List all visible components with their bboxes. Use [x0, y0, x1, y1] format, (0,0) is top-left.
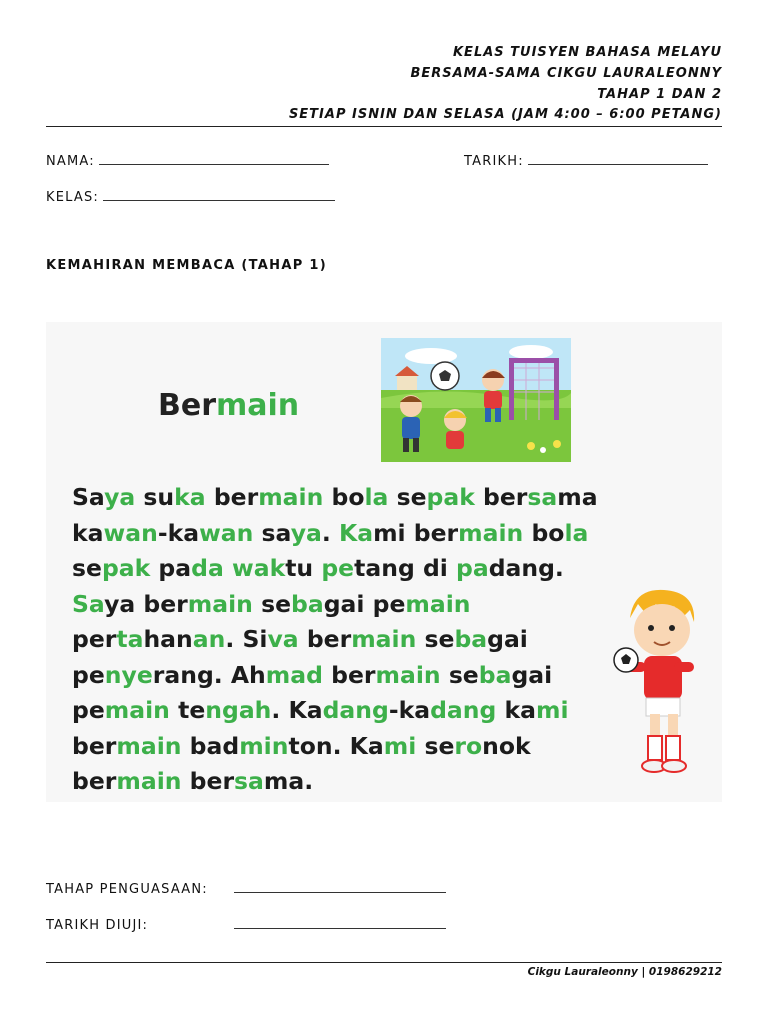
story-segment: pe	[72, 660, 105, 689]
story-segment: main	[116, 767, 182, 795]
story-segment: ber	[72, 731, 117, 760]
story-segment: gai	[487, 625, 528, 653]
story-segment: ba	[291, 589, 324, 618]
story-segment: pak	[101, 554, 151, 582]
header-divider	[46, 126, 722, 127]
story-line	[72, 764, 598, 800]
story-segment: mi ber	[373, 518, 459, 547]
story-segment: se	[440, 660, 479, 689]
story-segment: main	[104, 696, 170, 724]
story-segment: an	[192, 625, 226, 653]
story-segment: ber	[72, 767, 117, 795]
story-line	[72, 658, 598, 694]
story-text	[72, 480, 598, 800]
story-segment: main	[405, 589, 471, 618]
story-segment: su	[135, 483, 175, 511]
story-line	[72, 480, 598, 516]
story-segment: . Si	[225, 625, 268, 653]
story-segment: main	[187, 589, 253, 618]
story-line	[72, 587, 598, 623]
story-segment	[224, 554, 232, 582]
story-segment: bad	[181, 731, 240, 760]
story-segment: se	[252, 589, 292, 618]
story-segment: sa	[527, 483, 558, 511]
story-line	[72, 693, 598, 729]
story-segment: sa	[234, 767, 264, 795]
story-segment: se	[72, 554, 102, 582]
header-line-2: BERSAMA-SAMA CIKGU LAURALEONNY	[410, 66, 722, 81]
nama-blank[interactable]	[99, 152, 329, 165]
story-line	[72, 729, 598, 765]
story-segment: main	[116, 731, 182, 760]
story-segment: mad	[265, 660, 323, 689]
tarikh-field	[464, 152, 708, 169]
tahap-penguasaan-label: TAHAP PENGUASAAN:	[46, 882, 208, 897]
story-segment: dang	[430, 696, 497, 724]
story-line	[72, 551, 598, 587]
header-line-4: SETIAP ISNIN DAN SELASA (JAM 4:00 – 6:00 PETANG)	[288, 107, 722, 122]
story-segment: ro	[454, 731, 483, 760]
title-segment: Ber	[158, 388, 217, 423]
story-segment: bo	[523, 518, 565, 547]
story-segment: se	[416, 625, 455, 653]
title-segment: main	[216, 388, 300, 423]
kelas-label: KELAS:	[46, 190, 100, 205]
story-segment: va	[267, 625, 299, 653]
story-segment: main	[258, 483, 324, 511]
story-segment: te	[169, 696, 206, 724]
story-segment: min	[239, 731, 289, 760]
nama-label: NAMA:	[46, 154, 95, 169]
story-segment: ma	[557, 483, 598, 511]
story-segment: han	[143, 625, 193, 653]
story-segment: la	[364, 483, 389, 511]
footer-credit: Cikgu Lauraleonny | 0198629212	[527, 966, 722, 978]
tahap-penguasaan-field	[46, 880, 446, 897]
story-segment: rang. Ah	[152, 660, 266, 689]
story-segment: tang di	[354, 554, 457, 582]
tarikh-label: TARIKH:	[464, 154, 524, 169]
story-segment: gai	[511, 660, 553, 689]
story-segment: ton. Ka	[288, 731, 384, 760]
kelas-field	[46, 188, 335, 205]
children-playing-football-picture	[381, 338, 571, 462]
story-segment: pa	[456, 554, 489, 582]
story-segment: ber	[205, 483, 259, 511]
story-segment: Ka	[338, 518, 374, 547]
story-segment: . Ka	[271, 696, 323, 724]
story-segment: wan	[199, 518, 254, 547]
story-segment: tu	[285, 554, 322, 582]
story-segment: dang	[322, 696, 389, 724]
story-segment: ta	[116, 625, 144, 653]
story-segment: pe	[72, 696, 105, 724]
story-line	[72, 516, 598, 552]
boy-kicking-ball-picture	[612, 584, 712, 784]
kelas-blank[interactable]	[103, 188, 335, 201]
story-segment: pe	[321, 554, 355, 582]
header-line-3: TAHAP 1 DAN 2	[597, 87, 722, 102]
story-segment: -ka	[157, 518, 200, 547]
story-segment: ya ber	[104, 589, 188, 618]
story-segment: Sa	[72, 589, 105, 618]
tarikh-blank[interactable]	[528, 152, 708, 165]
story-segment: main	[375, 660, 441, 689]
story-segment: bo	[323, 483, 365, 511]
story-line	[72, 622, 598, 658]
story-segment: pa	[150, 554, 192, 582]
story-segment: ka	[496, 696, 536, 724]
story-segment: mi	[383, 731, 417, 760]
header-line-1: KELAS TUISYEN BAHASA MELAYU	[452, 45, 722, 60]
story-segment: dang.	[488, 554, 564, 582]
story-segment: ber	[322, 660, 376, 689]
nama-field	[46, 152, 329, 169]
story-segment: sa	[253, 518, 291, 547]
story-segment: la	[564, 518, 589, 547]
story-segment: main	[351, 625, 417, 653]
story-segment: ka	[72, 518, 104, 547]
story-segment: nye	[104, 660, 153, 689]
story-segment: se	[416, 731, 455, 760]
story-segment: da	[191, 554, 224, 582]
tarikh-diuji-field	[46, 916, 446, 933]
story-segment: .	[321, 518, 339, 547]
story-segment: nok	[482, 731, 531, 760]
story-segment: ka	[174, 483, 206, 511]
reading-panel	[46, 322, 722, 802]
story-segment: se	[388, 483, 427, 511]
footer-divider	[46, 962, 722, 963]
story-segment: ngah	[205, 696, 272, 724]
story-segment: ya	[104, 483, 136, 511]
story-segment: Sa	[72, 483, 105, 511]
story-segment: ba	[478, 660, 512, 689]
tahap-penguasaan-blank[interactable]	[234, 880, 446, 893]
story-segment: ba	[454, 625, 488, 653]
story-segment: gai pe	[323, 589, 406, 618]
story-segment: -ka	[388, 696, 431, 724]
story-segment: ber	[181, 767, 235, 795]
story-segment: per	[72, 625, 117, 653]
story-segment: ber	[474, 483, 528, 511]
story-segment: ber	[298, 625, 352, 653]
story-segment: ma.	[263, 767, 314, 795]
section-title: KEMAHIRAN MEMBACA (TAHAP 1)	[46, 258, 327, 273]
story-segment: ya	[290, 518, 322, 547]
story-segment: main	[458, 518, 524, 547]
tarikh-diuji-blank[interactable]	[234, 916, 446, 929]
story-segment: wak	[232, 554, 286, 582]
story-segment: pak	[426, 483, 475, 511]
story-segment: mi	[535, 696, 569, 724]
story-title	[158, 388, 299, 423]
tarikh-diuji-label: TARIKH DIUJI:	[46, 918, 149, 933]
story-segment: wan	[103, 518, 158, 547]
